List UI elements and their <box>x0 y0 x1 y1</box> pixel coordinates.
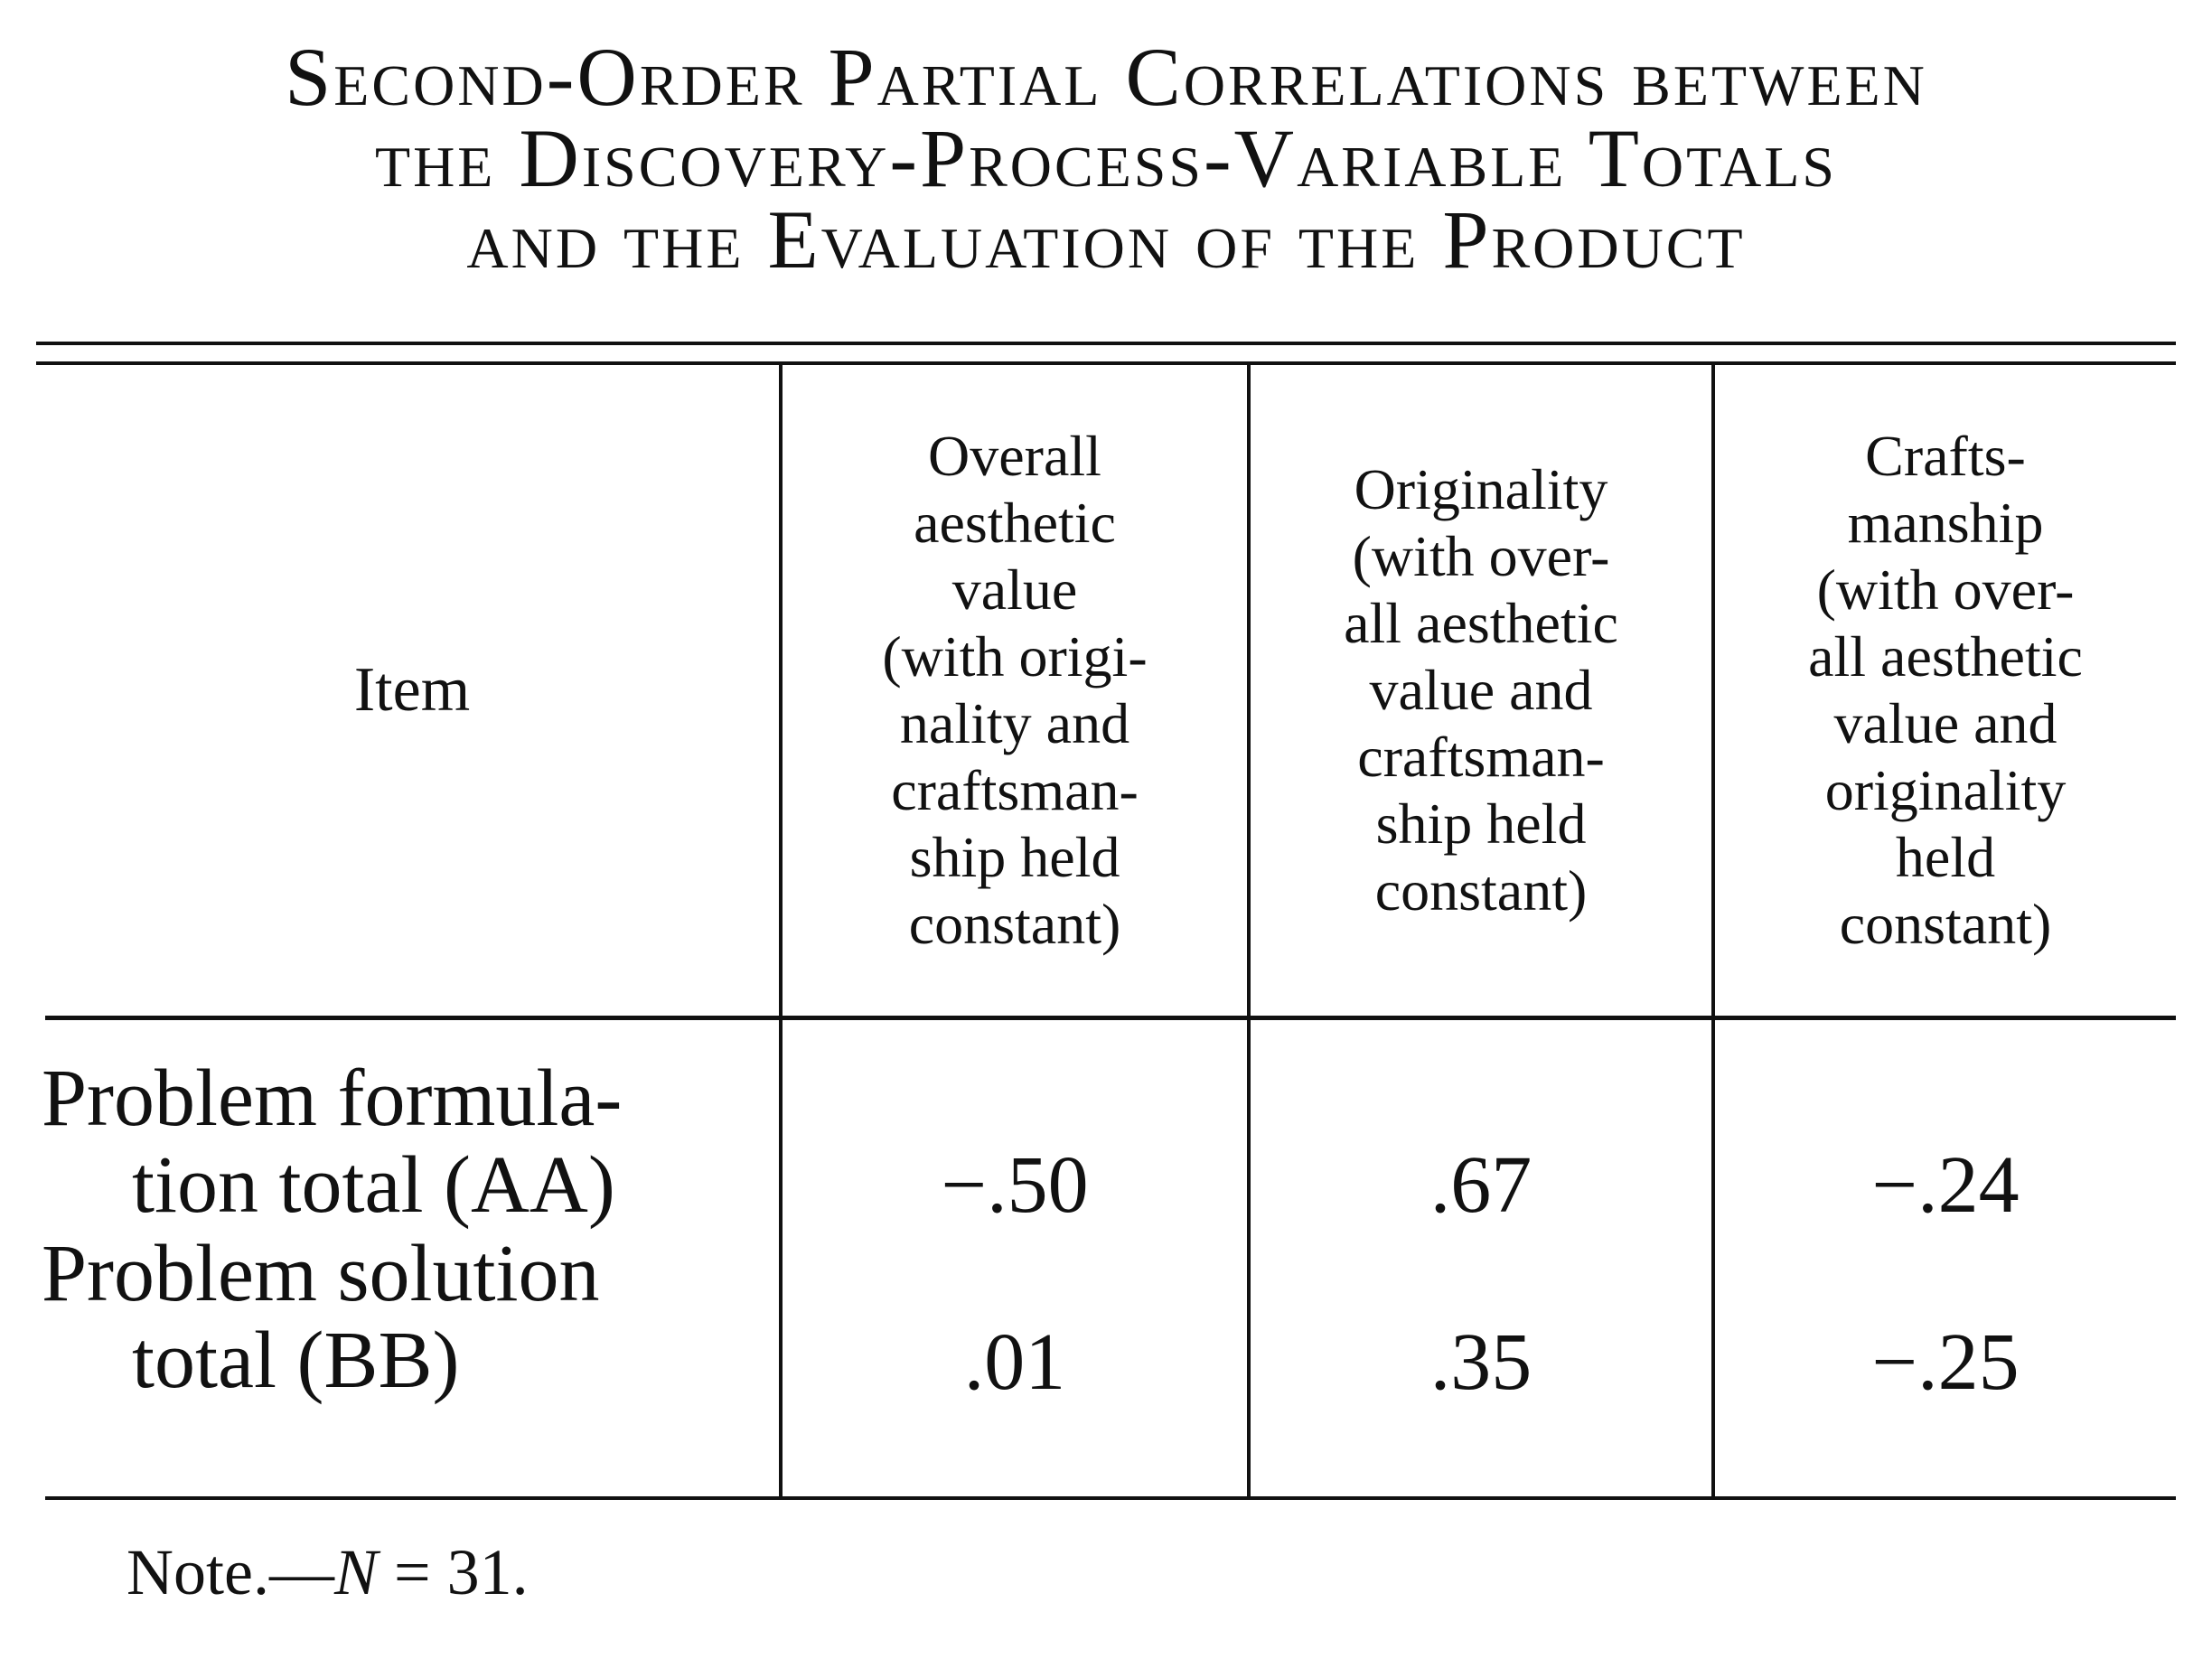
header-craftsmanship-label: Crafts- manship (with over- all aesthetic value and originality held constant) <box>1808 424 2083 956</box>
top-rule-upper <box>36 342 2176 345</box>
row-2-craftsmanship-value: −.25 <box>1871 1317 2020 1407</box>
row-2-originality-value: .35 <box>1429 1317 1532 1407</box>
header-originality-label: Originality (with over- all aesthetic value and craftsman- ship held constant) <box>1344 457 1618 923</box>
title-line-1: Second-Order Partial Correlations between <box>285 31 1927 123</box>
row-1-label-line-1: Problem formula- <box>42 1054 623 1143</box>
row-2-label-line-1: Problem solution <box>42 1229 600 1318</box>
row-label-problem-solution <box>42 1231 600 1404</box>
bottom-rule <box>45 1496 2176 1500</box>
title-line-2: the Discovery-Process-Variable Totals <box>374 112 1838 204</box>
row-1-label-line-2: tion total (AA) <box>132 1140 615 1230</box>
title-line-3: and the Evaluation of the Product <box>466 193 1746 286</box>
header-craftsmanship <box>1715 365 2176 1016</box>
row-2-label-line-2: total (BB) <box>132 1316 460 1405</box>
header-overall-aesthetic-label: Overall aesthetic value (with origi- nality and craftsman- ship held constant) <box>882 424 1148 956</box>
row-1-craftsmanship-value: −.24 <box>1871 1140 2020 1230</box>
header-rule <box>45 1016 2176 1020</box>
header-overall-aesthetic <box>783 365 1247 1016</box>
note-prefix: Note.— <box>127 1536 334 1608</box>
note-variable: N <box>333 1536 378 1608</box>
row-label-problem-formulation <box>42 1055 622 1229</box>
note-suffix: = 31. <box>378 1536 529 1608</box>
header-item <box>45 365 779 1016</box>
row-1-originality-value: .67 <box>1429 1140 1532 1230</box>
table-note <box>127 1536 529 1608</box>
row-1-overall-aesthetic-value: −.50 <box>941 1140 1089 1230</box>
header-originality <box>1251 365 1711 1016</box>
row-2-overall-aesthetic-value: .01 <box>963 1317 1066 1407</box>
table-title <box>0 31 2212 286</box>
header-item-label: Item <box>353 655 471 725</box>
